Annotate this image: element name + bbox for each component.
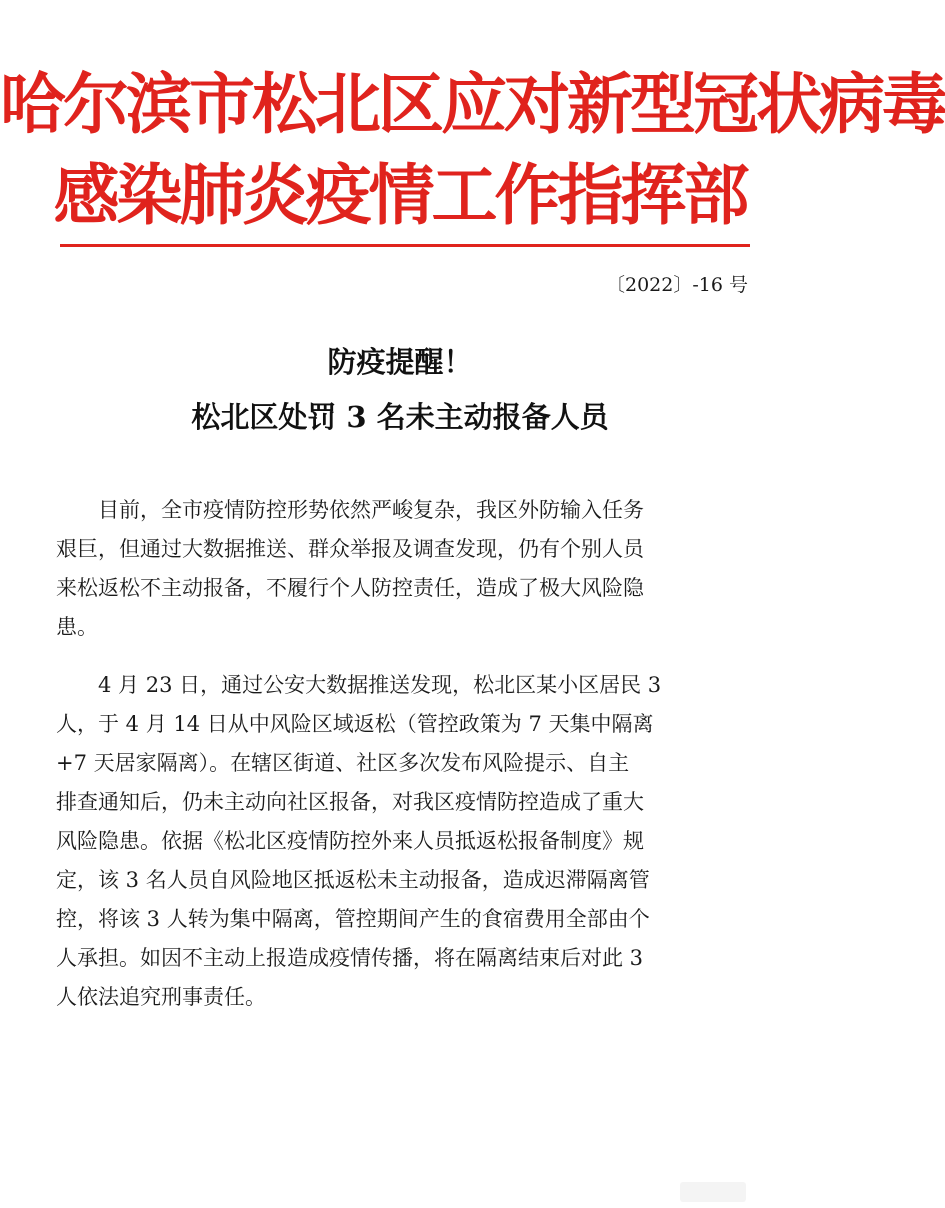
paragraph-line: 排查通知后，仍未主动向社区报备，对我区疫情防控造成了重大 [56,790,644,814]
paragraph-line: 控，将该 3 人转为集中隔离，管控期间产生的食宿费用全部由个 [56,907,650,931]
issuer-header-line-1: 哈尔滨市松北区应对新型冠状病毒 [0,66,945,143]
paragraph-line: 人承担。如因不主动上报造成疫情传播，将在隔离结束后对此 3 [56,946,644,970]
paragraph-line: 定，该 3 名人员自风险地区抵返松未主动报备，造成迟滞隔离管 [56,868,650,892]
paragraph-line: 来松返松不主动报备，不履行个人防控责任，造成了极大风险隐 [56,576,644,600]
paragraph-line: 风险隐患。依据《松北区疫情防控外来人员抵返松报备制度》规 [56,829,644,853]
watermark-mark [680,1182,746,1202]
paragraph-line: 患。 [56,615,98,639]
body-paragraph-2 [56,666,756,1017]
document-title-line-1: 防疫提醒！ [327,345,473,379]
paragraph-line: 人，于 4 月 14 日从中风险区域返松（管控政策为 7 天集中隔离 [56,712,654,736]
body-paragraph-1 [56,491,756,647]
document-number: 〔2022〕-16 号 [606,274,748,296]
paragraph-line: +7 天居家隔离）。在辖区街道、社区多次发布风险提示、自主 [56,751,630,775]
paragraph-line: 目前，全市疫情防控形势依然严峻复杂，我区外防输入任务 [56,498,644,522]
issuer-header-line-2: 感染肺炎疫情工作指挥部 [53,157,747,234]
document-title-line-2: 松北区处罚 3 名未主动报备人员 [191,400,609,434]
header-divider [60,244,750,247]
paragraph-line: 4 月 23 日，通过公安大数据推送发现，松北区某小区居民 3 [56,673,662,697]
paragraph-line: 人依法追究刑事责任。 [56,985,266,1009]
paragraph-line: 艰巨，但通过大数据推送、群众举报及调查发现，仍有个别人员 [56,537,644,561]
